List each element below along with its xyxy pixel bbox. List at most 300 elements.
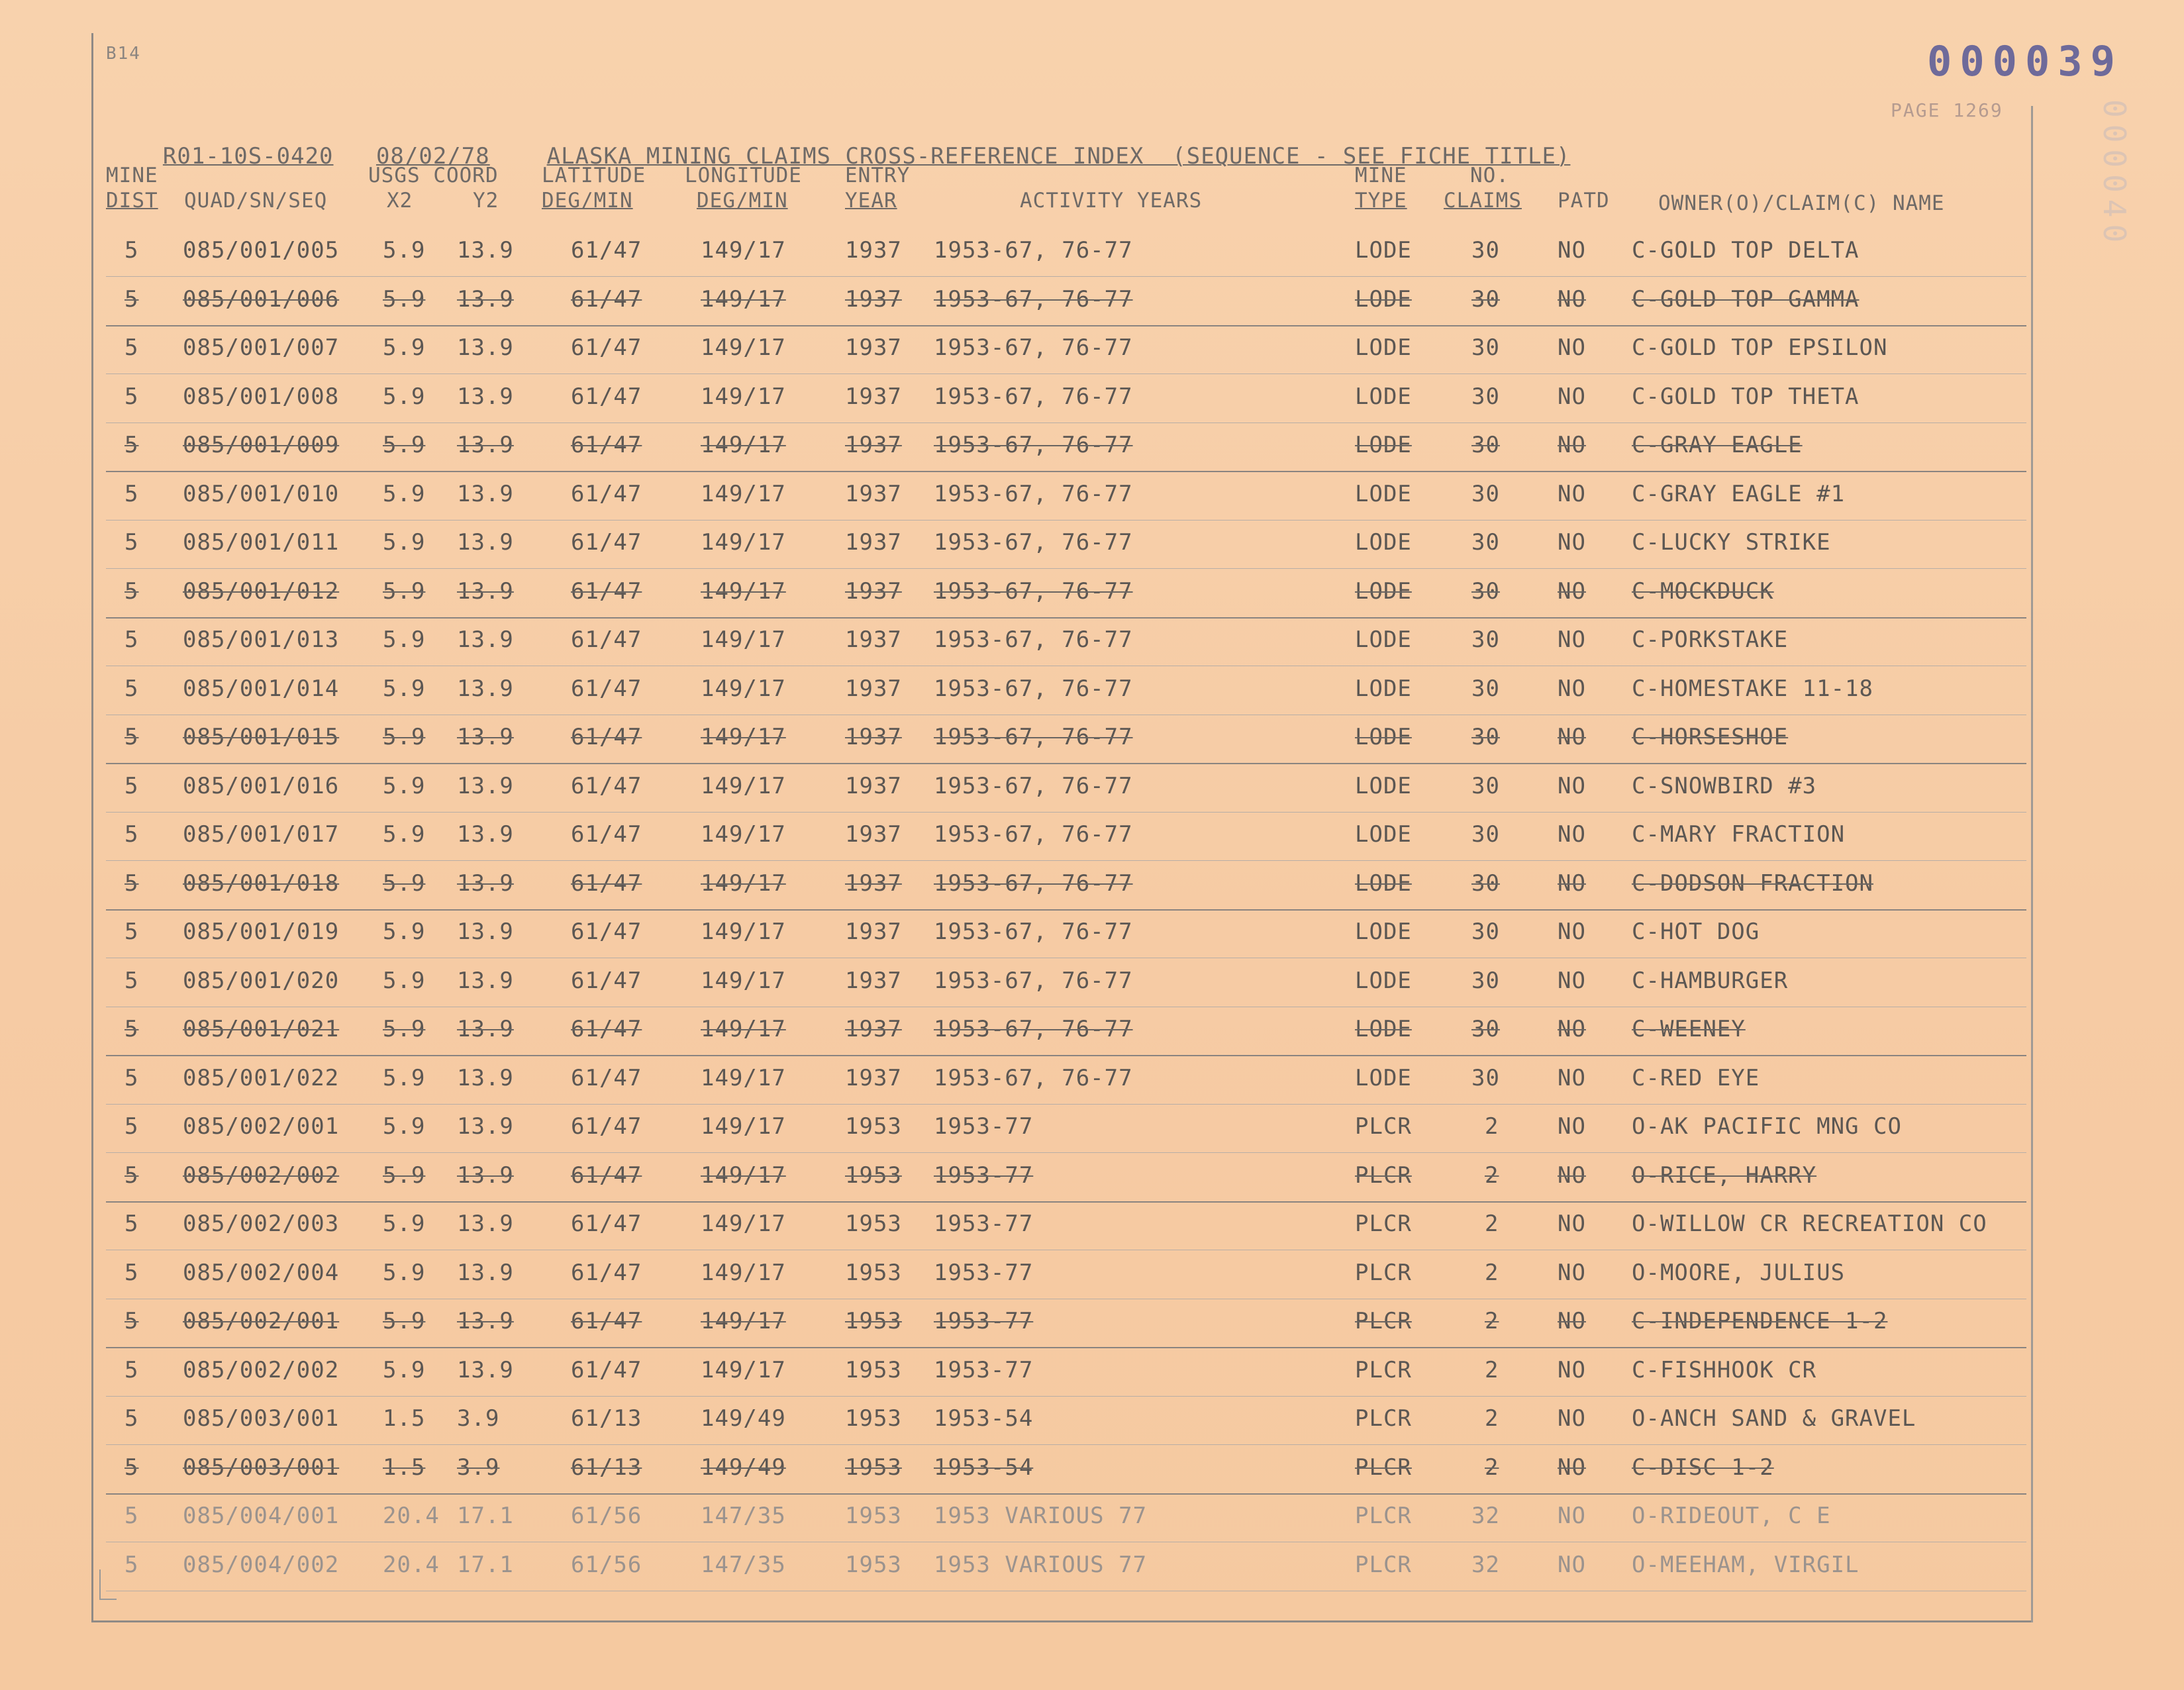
cell-entry: 1937 [845, 772, 902, 799]
fiche-id: B14 [106, 44, 141, 64]
cell-lat: 61/47 [571, 285, 642, 313]
col-longitude: LONGITUDE DEG/MIN [685, 164, 802, 213]
cell-claims: 2 [1485, 1113, 1499, 1140]
cell-y2: 13.9 [457, 772, 514, 799]
cell-lat: 61/47 [571, 383, 642, 410]
cell-activity: 1953-67, 76-77 [934, 772, 1133, 799]
cell-dist: 5 [124, 772, 139, 799]
table-row [106, 520, 2026, 569]
cell-activity: 1953-67, 76-77 [934, 626, 1133, 653]
table-row [106, 1396, 2026, 1445]
cell-lat: 61/47 [571, 1356, 642, 1383]
cell-name: C-WEENEY [1632, 1016, 1746, 1042]
cell-type: LODE [1355, 480, 1412, 507]
cell-entry: 1937 [845, 480, 902, 507]
cell-y2: 13.9 [457, 626, 514, 653]
cell-dist: 5 [124, 919, 139, 945]
cell-y2: 13.9 [457, 432, 514, 458]
cell-activity: 1953-54 [934, 1405, 1034, 1432]
cell-activity: 1953-77 [934, 1356, 1034, 1383]
cell-lon: 149/17 [701, 821, 786, 848]
cell-lat: 61/47 [571, 1211, 642, 1237]
cell-lon: 149/17 [701, 432, 786, 458]
cell-claims: 30 [1471, 821, 1500, 848]
cell-entry: 1937 [845, 1016, 902, 1042]
cell-x2: 1.5 [383, 1405, 426, 1432]
cell-quad: 085/001/014 [183, 675, 340, 702]
cell-claims: 30 [1471, 480, 1500, 507]
cell-activity: 1953-67, 76-77 [934, 967, 1133, 994]
cell-x2: 20.4 [383, 1551, 440, 1578]
page-label: PAGE 1269 [1891, 99, 2003, 121]
cell-patd: NO [1558, 967, 1586, 994]
table-row [106, 812, 2026, 861]
cell-claims: 32 [1471, 1503, 1500, 1529]
cell-entry: 1937 [845, 285, 902, 313]
cell-dist: 5 [124, 529, 139, 556]
cell-entry: 1953 [845, 1113, 902, 1140]
cell-y2: 13.9 [457, 237, 514, 264]
cell-lon: 147/35 [701, 1503, 786, 1529]
cell-patd: NO [1558, 675, 1586, 702]
cell-claims: 2 [1485, 1356, 1499, 1383]
table-row [106, 277, 2026, 326]
table-row [106, 715, 2026, 764]
cell-dist: 5 [124, 1064, 139, 1091]
col-mine-type: MINE TYPE [1355, 164, 1407, 213]
table-row [106, 958, 2026, 1007]
cell-lon: 149/17 [701, 1356, 786, 1383]
table-row [106, 1445, 2026, 1495]
cell-lon: 149/17 [701, 626, 786, 653]
cell-type: LODE [1355, 577, 1412, 605]
cell-lon: 149/17 [701, 870, 786, 897]
cell-dist: 5 [124, 1211, 139, 1237]
cell-name: C-INDEPENDENCE 1-2 [1632, 1308, 1888, 1334]
cell-lon: 149/17 [701, 772, 786, 799]
cell-y2: 13.9 [457, 724, 514, 750]
cell-y2: 13.9 [457, 870, 514, 897]
cell-name: C-SNOWBIRD #3 [1632, 772, 1817, 799]
col-latitude: LATITUDE DEG/MIN [542, 164, 646, 213]
cell-name: C-HORSESHOE [1632, 724, 1789, 750]
cell-lat: 61/47 [571, 675, 642, 702]
cell-quad: 085/001/006 [183, 285, 340, 313]
cell-claims: 30 [1471, 1016, 1500, 1042]
cell-lat: 61/47 [571, 821, 642, 848]
cell-quad: 085/003/001 [183, 1454, 340, 1481]
cell-dist: 5 [124, 1503, 139, 1529]
cell-activity: 1953 VARIOUS 77 [934, 1551, 1148, 1578]
cell-lon: 149/17 [701, 919, 786, 945]
cell-lon: 149/17 [701, 1113, 786, 1140]
cell-name: C-PORKSTAKE [1632, 626, 1789, 653]
cell-entry: 1937 [845, 821, 902, 848]
cell-name: C-GRAY EAGLE [1632, 432, 1803, 458]
cell-x2: 5.9 [383, 432, 426, 458]
cell-dist: 5 [124, 1405, 139, 1432]
cell-quad: 085/004/002 [183, 1551, 340, 1578]
cell-patd: NO [1558, 1016, 1586, 1042]
cell-quad: 085/001/007 [183, 334, 340, 361]
cell-lat: 61/47 [571, 577, 642, 605]
frame-corner-mark [99, 1569, 117, 1600]
cell-lon: 149/17 [701, 724, 786, 750]
cell-type: PLCR [1355, 1454, 1412, 1481]
cell-claims: 30 [1471, 1064, 1500, 1091]
report-date: 08/02/78 [375, 143, 490, 170]
cell-patd: NO [1558, 1064, 1586, 1091]
cell-quad: 085/002/001 [183, 1113, 340, 1140]
table-row [106, 569, 2026, 619]
col-entry-year: ENTRY YEAR [845, 164, 911, 213]
cell-lon: 149/17 [701, 577, 786, 605]
cell-y2: 13.9 [457, 529, 514, 556]
cell-lon: 149/17 [701, 383, 786, 410]
cell-y2: 13.9 [457, 675, 514, 702]
cell-dist: 5 [124, 1113, 139, 1140]
cell-entry: 1937 [845, 626, 902, 653]
cell-lat: 61/47 [571, 1016, 642, 1042]
table-row [106, 1250, 2026, 1299]
cell-y2: 13.9 [457, 919, 514, 945]
cell-name: O-MOORE, JULIUS [1632, 1259, 1846, 1286]
col-quad-seq: QUAD/SN/SEQ [184, 189, 328, 213]
cell-activity: 1953-67, 76-77 [934, 237, 1133, 264]
cell-lat: 61/47 [571, 724, 642, 750]
cell-type: PLCR [1355, 1211, 1412, 1237]
cell-y2: 13.9 [457, 1356, 514, 1383]
cell-patd: NO [1558, 1113, 1586, 1140]
cell-name: C-MARY FRACTION [1632, 821, 1846, 848]
cell-name: C-GOLD TOP EPSILON [1632, 334, 1888, 361]
cell-x2: 5.9 [383, 480, 426, 507]
cell-x2: 5.9 [383, 821, 426, 848]
cell-quad: 085/002/001 [183, 1308, 340, 1334]
cell-quad: 085/001/011 [183, 529, 340, 556]
cell-entry: 1937 [845, 237, 902, 264]
cell-quad: 085/001/020 [183, 967, 340, 994]
cell-dist: 5 [124, 1259, 139, 1286]
cell-patd: NO [1558, 626, 1586, 653]
cell-type: LODE [1355, 237, 1412, 264]
cell-activity: 1953-67, 76-77 [934, 675, 1133, 702]
cell-patd: NO [1558, 821, 1586, 848]
cell-patd: NO [1558, 1162, 1586, 1189]
cell-entry: 1937 [845, 1064, 902, 1091]
table-row [106, 1201, 2026, 1250]
cell-name: C-GOLD TOP THETA [1632, 383, 1860, 410]
cell-x2: 5.9 [383, 675, 426, 702]
cell-dist: 5 [124, 870, 139, 897]
col-owner-claim-name: OWNER(O)/CLAIM(C) NAME [1658, 191, 1945, 215]
cell-quad: 085/001/018 [183, 870, 340, 897]
cell-dist: 5 [124, 334, 139, 361]
cell-dist: 5 [124, 480, 139, 507]
cell-patd: NO [1558, 285, 1586, 313]
table-row [106, 909, 2026, 958]
cell-name: C-DISC 1-2 [1632, 1454, 1774, 1481]
col-patd: PATD [1558, 189, 1610, 213]
table-row [106, 325, 2026, 374]
cell-activity: 1953-54 [934, 1454, 1034, 1481]
cell-claims: 30 [1471, 577, 1500, 605]
cell-activity: 1953-67, 76-77 [934, 1064, 1133, 1091]
cell-y2: 13.9 [457, 1113, 514, 1140]
cell-claims: 2 [1485, 1454, 1499, 1481]
cell-dist: 5 [124, 1308, 139, 1334]
cell-x2: 5.9 [383, 1259, 426, 1286]
cell-type: PLCR [1355, 1405, 1412, 1432]
cell-activity: 1953-77 [934, 1308, 1034, 1334]
cell-name: C-HOT DOG [1632, 919, 1760, 945]
cell-lat: 61/47 [571, 237, 642, 264]
cell-dist: 5 [124, 1454, 139, 1481]
cell-x2: 5.9 [383, 1016, 426, 1042]
cell-lat: 61/47 [571, 334, 642, 361]
cell-claims: 30 [1471, 675, 1500, 702]
cell-quad: 085/001/019 [183, 919, 340, 945]
cell-type: PLCR [1355, 1503, 1412, 1529]
cell-type: LODE [1355, 675, 1412, 702]
cell-activity: 1953-77 [934, 1211, 1034, 1237]
cell-entry: 1937 [845, 334, 902, 361]
cell-quad: 085/003/001 [183, 1405, 340, 1432]
cell-claims: 30 [1471, 967, 1500, 994]
cell-activity: 1953-67, 76-77 [934, 821, 1133, 848]
cell-type: PLCR [1355, 1113, 1412, 1140]
cell-lon: 149/17 [701, 529, 786, 556]
cell-lat: 61/47 [571, 480, 642, 507]
cell-quad: 085/001/015 [183, 724, 340, 750]
cell-x2: 5.9 [383, 383, 426, 410]
cell-lat: 61/47 [571, 967, 642, 994]
cell-patd: NO [1558, 919, 1586, 945]
cell-dist: 5 [124, 724, 139, 750]
cell-quad: 085/001/013 [183, 626, 340, 653]
cell-claims: 30 [1471, 432, 1500, 458]
cell-dist: 5 [124, 432, 139, 458]
cell-y2: 13.9 [457, 285, 514, 313]
cell-lat: 61/47 [571, 432, 642, 458]
table-row [106, 472, 2026, 521]
cell-quad: 085/001/016 [183, 772, 340, 799]
cell-entry: 1953 [845, 1308, 902, 1334]
cell-lat: 61/47 [571, 870, 642, 897]
cell-type: LODE [1355, 967, 1412, 994]
col-no-claims: NO. CLAIMS [1444, 164, 1522, 213]
cell-lon: 149/17 [701, 1064, 786, 1091]
cell-dist: 5 [124, 1016, 139, 1042]
cell-y2: 3.9 [457, 1405, 500, 1432]
report-id: R01-10S-0420 [162, 143, 334, 170]
cell-entry: 1937 [845, 675, 902, 702]
cell-type: LODE [1355, 285, 1412, 313]
cell-claims: 30 [1471, 724, 1500, 750]
cell-lon: 149/17 [701, 1259, 786, 1286]
cell-name: C-FISHHOOK CR [1632, 1356, 1817, 1383]
cell-x2: 5.9 [383, 1308, 426, 1334]
cell-activity: 1953-67, 76-77 [934, 577, 1133, 605]
table-row [106, 1056, 2026, 1105]
cell-lon: 149/17 [701, 237, 786, 264]
cell-lat: 61/56 [571, 1503, 642, 1529]
cell-patd: NO [1558, 529, 1586, 556]
cell-dist: 5 [124, 285, 139, 313]
cell-entry: 1937 [845, 577, 902, 605]
cell-name: C-DODSON FRACTION [1632, 870, 1873, 897]
cell-patd: NO [1558, 1503, 1586, 1529]
cell-dist: 5 [124, 1162, 139, 1189]
cell-dist: 5 [124, 675, 139, 702]
cell-lat: 61/47 [571, 1162, 642, 1189]
cell-name: O-WILLOW CR RECREATION CO [1632, 1211, 1987, 1237]
cell-quad: 085/001/010 [183, 480, 340, 507]
cell-lon: 149/17 [701, 285, 786, 313]
cell-activity: 1953-67, 76-77 [934, 383, 1133, 410]
cell-entry: 1953 [845, 1551, 902, 1578]
cell-claims: 30 [1471, 919, 1500, 945]
table-row [106, 1104, 2026, 1153]
cell-dist: 5 [124, 1551, 139, 1578]
cell-name: C-GOLD TOP DELTA [1632, 237, 1860, 264]
cell-x2: 5.9 [383, 724, 426, 750]
col-usgs-coord: USGS COORD [368, 164, 499, 187]
table-row [106, 374, 2026, 423]
cell-claims: 30 [1471, 237, 1500, 264]
table-row [106, 1348, 2026, 1397]
cell-lat: 61/47 [571, 1113, 642, 1140]
cell-claims: 30 [1471, 626, 1500, 653]
cell-lat: 61/47 [571, 1064, 642, 1091]
cell-type: LODE [1355, 334, 1412, 361]
cell-x2: 1.5 [383, 1454, 426, 1481]
cell-x2: 5.9 [383, 285, 426, 313]
cell-activity: 1953-77 [934, 1113, 1034, 1140]
cell-entry: 1953 [845, 1405, 902, 1432]
cell-lon: 149/49 [701, 1454, 786, 1481]
cell-y2: 17.1 [457, 1551, 514, 1578]
cell-claims: 30 [1471, 529, 1500, 556]
cell-name: O-RICE, HARRY [1632, 1162, 1817, 1189]
cell-y2: 13.9 [457, 1308, 514, 1334]
cell-patd: NO [1558, 237, 1586, 264]
cell-entry: 1937 [845, 870, 902, 897]
col-mine-dist: MINE DIST [106, 164, 158, 213]
cell-y2: 13.9 [457, 1162, 514, 1189]
cell-type: LODE [1355, 432, 1412, 458]
cell-quad: 085/001/021 [183, 1016, 340, 1042]
cell-patd: NO [1558, 383, 1586, 410]
cell-type: LODE [1355, 626, 1412, 653]
cell-activity: 1953-67, 76-77 [934, 529, 1133, 556]
cell-x2: 5.9 [383, 1356, 426, 1383]
col-x2: X2 [387, 189, 413, 213]
cell-type: LODE [1355, 870, 1412, 897]
cell-dist: 5 [124, 1356, 139, 1383]
table-row [106, 861, 2026, 911]
cell-claims: 2 [1485, 1162, 1499, 1189]
cell-y2: 13.9 [457, 1211, 514, 1237]
cell-y2: 13.9 [457, 1064, 514, 1091]
cell-y2: 13.9 [457, 821, 514, 848]
cell-claims: 30 [1471, 334, 1500, 361]
cell-y2: 17.1 [457, 1503, 514, 1529]
cell-patd: NO [1558, 577, 1586, 605]
col-y2: Y2 [473, 189, 499, 213]
cell-x2: 5.9 [383, 1211, 426, 1237]
cell-patd: NO [1558, 1405, 1586, 1432]
cell-activity: 1953-67, 76-77 [934, 1016, 1133, 1042]
cell-activity: 1953-77 [934, 1259, 1034, 1286]
cell-quad: 085/004/001 [183, 1503, 340, 1529]
cell-quad: 085/001/022 [183, 1064, 340, 1091]
cell-entry: 1937 [845, 919, 902, 945]
cell-entry: 1953 [845, 1162, 902, 1189]
cell-type: LODE [1355, 821, 1412, 848]
cell-activity: 1953-67, 76-77 [934, 919, 1133, 945]
cell-x2: 20.4 [383, 1503, 440, 1529]
table-row [106, 422, 2026, 472]
cell-dist: 5 [124, 577, 139, 605]
cell-y2: 3.9 [457, 1454, 500, 1481]
cell-patd: NO [1558, 724, 1586, 750]
cell-lon: 149/17 [701, 334, 786, 361]
cell-patd: NO [1558, 1551, 1586, 1578]
cell-patd: NO [1558, 432, 1586, 458]
cell-name: C-MOCKDUCK [1632, 577, 1774, 605]
table-row [106, 617, 2026, 666]
cell-activity: 1953-67, 76-77 [934, 480, 1133, 507]
cell-x2: 5.9 [383, 1113, 426, 1140]
cell-claims: 2 [1485, 1308, 1499, 1334]
cell-quad: 085/002/002 [183, 1162, 340, 1189]
cell-activity: 1953-77 [934, 1162, 1034, 1189]
cell-name: O-ANCH SAND & GRAVEL [1632, 1405, 1916, 1432]
table-row [106, 1542, 2026, 1591]
cell-lon: 149/17 [701, 1016, 786, 1042]
cell-lat: 61/47 [571, 529, 642, 556]
cell-y2: 13.9 [457, 1016, 514, 1042]
cell-y2: 13.9 [457, 383, 514, 410]
cell-lat: 61/47 [571, 919, 642, 945]
cell-dist: 5 [124, 967, 139, 994]
cell-x2: 5.9 [383, 967, 426, 994]
cell-x2: 5.9 [383, 237, 426, 264]
cell-entry: 1953 [845, 1211, 902, 1237]
cell-x2: 5.9 [383, 870, 426, 897]
cell-lon: 149/17 [701, 967, 786, 994]
cell-name: O-RIDEOUT, C E [1632, 1503, 1831, 1529]
table-row [106, 1153, 2026, 1203]
cell-type: LODE [1355, 724, 1412, 750]
frame-number: 000039 [1927, 37, 2123, 85]
cell-entry: 1937 [845, 967, 902, 994]
cell-activity: 1953-67, 76-77 [934, 334, 1133, 361]
cell-name: O-AK PACIFIC MNG CO [1632, 1113, 1902, 1140]
cell-y2: 13.9 [457, 967, 514, 994]
cell-name: C-HAMBURGER [1632, 967, 1789, 994]
cell-type: LODE [1355, 1016, 1412, 1042]
table-row [106, 1299, 2026, 1348]
cell-entry: 1953 [845, 1259, 902, 1286]
cell-y2: 13.9 [457, 577, 514, 605]
cell-lon: 149/17 [701, 675, 786, 702]
cell-patd: NO [1558, 1356, 1586, 1383]
cell-patd: NO [1558, 1259, 1586, 1286]
cell-claims: 32 [1471, 1551, 1500, 1578]
cell-claims: 30 [1471, 285, 1500, 313]
